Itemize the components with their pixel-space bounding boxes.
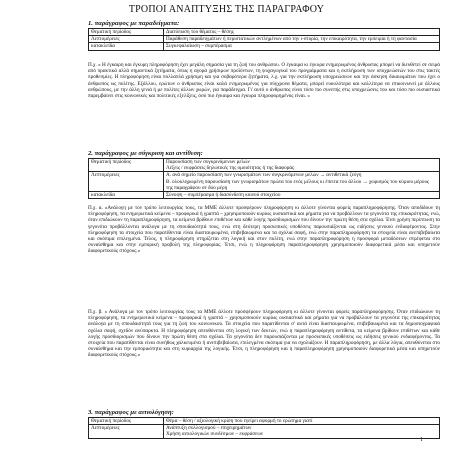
table-row (89, 425, 440, 438)
row-text: Α. ανά σημείο παρουσίαση των γνωρισμάτων των συγκρινόμενων μελών → αντιθετικά ζεύγη Β. ολοκληρωμένη παρουσίαση των γνωρισμάτων πρώτα του ενός μέλους κι έπειτα του άλλου → χωρισμός του κύριου μέρους της παραγράφου σε δύο μέρη (164, 172, 440, 192)
document-title: ΤΡΟΠΟΙ ΑΝΑΠΤΥΞΗΣ ΤΗΣ ΠΑΡΑΓΡΑΦΟΥ (128, 4, 325, 15)
row-text: Παράθεση παραδειγμάτων ή περιστατικών αντλημένων από την ι-στορία, την επικαιρότητα, την εμπειρία ή τη φαντασία (164, 36, 440, 43)
row-label: Θεματική περίοδος (89, 418, 164, 425)
row-text: Συγκεφαλαίωση – συμπέρασμα (164, 43, 440, 50)
row-label: Θεματική περίοδος (89, 29, 164, 36)
table-row (89, 172, 440, 192)
page-number: 1 (420, 437, 423, 443)
table-row (89, 192, 440, 199)
section-2-heading: 2. παράγραφος με σύγκριση και αντίθεση: (88, 150, 203, 157)
table-row (89, 29, 440, 36)
section-2-example-b: Π.χ. β. « Ανάλογα με τον τρόπο λειτουργίας τους τα ΜΜΕ άλλοτε προσφέρουν πληροφόρηση κι άλλοτε γίνονται φορείς παραπληροφόρησης. Όταν επιδιώκουν τη πληροφόρηση, τα ενημερωτικά κείμενα – προφορικά ή γραπτά – χρησιμοποιούν κυρίως ουσιαστικά και ρήματα για να προβάλλουν τα γεγονότα της επικαιρότητας ανάλογα με τη σπουδαιότητά τους για τη ζωή του κοινωνικού. Τα στοιχεία που παρατίθενται σ' αυτά είναι διασταυρωμένα, επιβεβαιωμένα και τα δημοσιογραφικά σχόλια σαφή, σχεδόν ανύπαρκτα. Η πληροφόρηση απευθύνεται στη λογική των δεκτών, ενώ η παραπληροφόρηση αντίθετα, τα κείμενα βρίθουν επιθέτων και κάθε λογής προσδιορισμών που δίνουν την πρώτη θέση στα σχόλια. Τα γεγονότα δεν παρουσιάζονται με προσωπικές υποθέσεις ως ειδήσεις γενικού ενδιαφέροντος. Τα στοιχεία που παρατίθενται είναι συνήθως χαλκευμένα ή ανεπιβεβαίωτα, επιλεγμένα σκόπιμα για να σχολιάζουν. Η παραπληροφόρηση, με άλλα λόγια, απευθύνεται στο συναίσθημα και την εμπορικότητα και στη κυριαρχία της λογικής. Έτσι, η πληροφόρηση και η παραπληροφόρηση χρησιμοποιούν διαφορετικά μέσα και υπηρετούν διαφορετικούς στόχους.» (88, 309, 440, 359)
row-text: Διατύπωση του θέματος – θέσης (164, 29, 440, 36)
section-1-example: Π.χ. « Η έγκαιρη και έγκυρη πληροφόρηση έχει μεγάλη σημασία για τη ζωή του ανθρώπου. Ο έγκαιρα κι έγκυρα ενημερωμένος άνθρωπος μπορεί να διευθετεί σε σειρά από πρακτικά αλλά σημαντικά ζητήματα, όπως η αγορά χρήσιμων προϊόντων, τη ψυχαγωγικά του προγράμματα και η εκπλήρωση των υποχρεώσεών του στις τακτές προθεσμίες. Η πληροφόρηση είναι πολλαπλά χρήσιμη και για σοβαρότερα ζητήματα, λ.χ. για την εκπλήρωση υποχρεώσεων και την άσκηση δικαιωμάτων που έχει ο άνθρωπος ως πολίτης. Εξάλλου, ερώτων ο άνθρωπος είναι καλά ενημερωμένος για σύγχρονα θέματα, μπορεί ευκολότερα και καλλίτερα να επικοινωνεί με άλλους ανθρώπους, με την άλλη γενιά ή με πολίτες άλλων χωρών, για παράδειγμα. Γι' αυτό ο άνθρωπος είναι τόσο πιο συνεπής στις υποχρεώσεις του και τόσο πιο ουσιαστικά παρεμβαίνει στις κοινωνικές και πολιτικές εξελίξεις, όσο πιο έγκαιρα και έγκυρα πληροφορημένος είναι. » (88, 62, 440, 100)
row-text: Θέμα – θέση / αξιολογική κρίση που εγείρει αφορμή το ερώτημα γιατί (164, 418, 440, 425)
row-text: Σύνοψη – συμπέρασμα ή διασύνδεση κοινού στοιχείου (164, 192, 440, 199)
table-row (89, 36, 440, 43)
row-label: Λεπτομέρειες (89, 425, 164, 438)
row-label: Θεματική περίοδος (89, 159, 164, 172)
section-3-heading: 3. παράγραφος με αιτιολόγηση: (88, 409, 174, 416)
row-label: Λεπτομέρειες (89, 172, 164, 192)
row-label: Λεπτομέρειες (89, 36, 164, 43)
section-1-table (88, 28, 440, 51)
section-2-table (88, 158, 440, 199)
row-label: κατακλείδα (89, 192, 164, 199)
row-text: Παρουσίαση των συγκρινόμενων μελών Λέξεις / εκφράσεις δηλωτικές της ομοιότητας ή της διαφοράς (164, 159, 440, 172)
section-2-example-a: Π.χ. α. «Ανάλογη με τον τρόπο λειτουργίας τους, τα ΜΜΕ άλλοτε προσφέρουν πληροφόρηση κι άλλοτε γίνονται φορείς παραπληροφόρησης. Όταν αποδίδουν τη πληροφόρηση, τα ενημερωτικά κείμενα – προφορικά ή γραπτά – χρησιμοποιούν κυρίως ουσιαστικά και ρήματα για να προβάλλουν τα γεγονότα της επικαιρότητας, ενώ, όταν επιδιώκουν τη παραπληροφόρηση, τα κείμενα βρίθουν επιθέτων και κάθε λογής προσδιορισμών που δίνουν την πρώτη θέση στα σχόλια. Έτσι χρήση περίπτωση τα γεγονότα προβάλλονται ανάλογα με τη σπουδαιότητά τους, ενώ στη δεύτερη προσωπικές υποθέσεις παρουσιάζονται ως ειδήσεις γενικού ενδιαφέροντος. Στην πληροφόρηση τα στοιχεία που παρατίθενται είναι διασταυρωμένα, επιβεβαιωμένα και τα σχόλια σαφή, ενώ στην παραπληροφόρηση τα στοιχεία είναι ανεπιβεβαίωτα και σκόπιμα επιλεγμένα. Τέλος, η πληροφόρηση στηρίζεται στη λογική και στον πολίτη, ενώ στην παραπληροφόρηση η προσφορά μεταδόσεων στρέφεται στο συναίσθημα και στην εμπορική προβολή της πληροφορίας. Έτσι, ενώ η πληροφόρηση παραπληροφόρηση χρησιμοποιούν διαφορετικά μέσα και υπηρετούν διαφορετικούς στόχους.» (88, 205, 440, 255)
table-row (89, 418, 440, 425)
row-text: Ανάπτυξη συλλογισμού – επιχειρημάτων Χρήση αιτιολογικών συνδέσμων – εκφράσεων (164, 425, 440, 438)
section-3-table (88, 417, 440, 439)
section-1-heading: 1. παράγραφος με παραδείγματα: (88, 20, 180, 27)
row-label: κατακλείδα (89, 43, 164, 50)
table-row (89, 159, 440, 172)
table-row (89, 43, 440, 50)
